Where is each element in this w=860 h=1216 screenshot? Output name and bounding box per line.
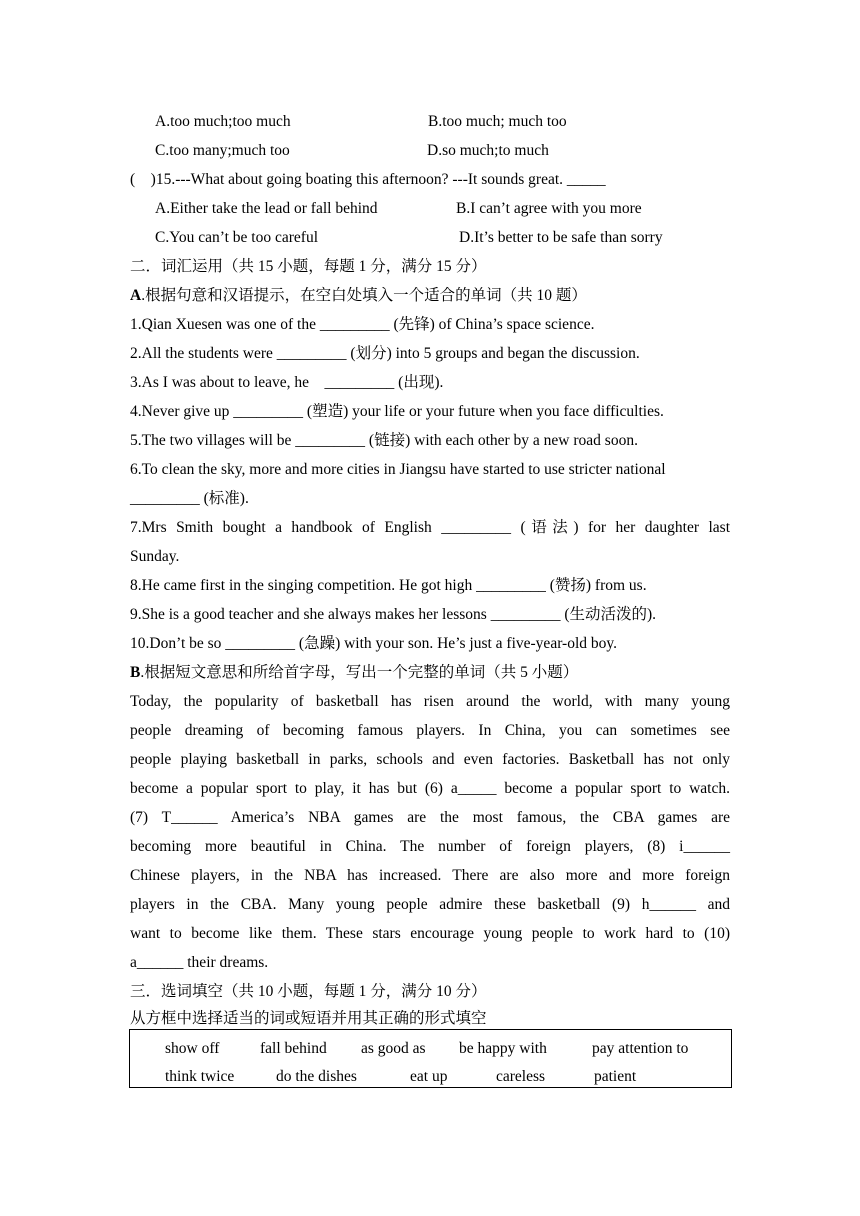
word-bank-item: do the dishes <box>276 1068 357 1085</box>
word-bank-item: fall behind <box>260 1040 327 1057</box>
word-bank-box <box>129 1029 732 1088</box>
section3-instruction: 从方框中选择适当的词或短语并用其正确的形式填空 <box>130 1010 487 1027</box>
word-bank-item: think twice <box>165 1068 235 1085</box>
passage-line-5: (7) T______ America’s NBA games are the most famous, the CBA games are <box>130 809 730 826</box>
q14-option-b: B.too much; much too <box>428 113 567 130</box>
passage-line-10: a______ their dreams. <box>130 954 269 971</box>
vocab-q6-line1: 6.To clean the sky, more and more cities in Jiangsu have started to use stricter national <box>130 461 666 478</box>
part-a-letter: A <box>130 287 142 304</box>
q15-option-d: D.It’s better to be safe than sorry <box>459 229 663 246</box>
word-bank-item: as good as <box>361 1040 426 1057</box>
word-bank-item: show off <box>165 1040 220 1057</box>
vocab-q6-line2: _________ (标准). <box>130 490 249 507</box>
vocab-q4: 4.Never give up _________ (塑造) your life or your future when you face difficulties. <box>130 403 664 420</box>
vocab-q7-line1: 7.Mrs Smith bought a handbook of English _________ (语法) for her daughter last <box>130 519 730 536</box>
word-bank-item: be happy with <box>459 1040 547 1057</box>
q15-option-a: A.Either take the lead or fall behind <box>155 200 378 217</box>
q15-stem: ( )15.---What about going boating this afternoon? ---It sounds great. _____ <box>130 171 606 188</box>
vocab-q8: 8.He came first in the singing competition. He got high _________ (赞扬) from us. <box>130 577 647 594</box>
passage-line-4: become a popular sport to play, it has but (6) a_____ become a popular sport to watch. <box>130 780 730 797</box>
passage-line-7: Chinese players, in the NBA has increased. There are also more and more foreign <box>130 867 730 884</box>
q14-option-d: D.so much;to much <box>427 142 549 159</box>
vocab-q3: 3.As I was about to leave, he _________ (出现). <box>130 374 444 391</box>
word-bank-item: pay attention to <box>592 1040 689 1057</box>
word-bank-item: careless <box>496 1068 546 1085</box>
vocab-q9: 9.She is a good teacher and she always makes her lessons _________ (生动活泼的). <box>130 606 657 623</box>
passage-line-1: Today, the popularity of basketball has risen around the world, with many young <box>130 693 730 710</box>
passage-line-9: want to become like them. These stars encourage young people to work hard to (10) <box>130 925 730 942</box>
part-a-instruction <box>130 286 587 306</box>
q14-option-a: A.too much;too much <box>155 113 291 130</box>
part-a-instruction-text: .根据句意和汉语提示，在空白处填入一个适合的单词（共 10 题） <box>141 287 587 304</box>
passage-line-3: people playing basketball in parks, schools and even factories. Basketball has not only <box>130 751 730 768</box>
passage-line-8: players in the CBA. Many young people admire these basketball (9) h______ and <box>130 896 730 913</box>
word-bank-item: eat up <box>410 1068 448 1085</box>
vocab-q5: 5.The two villages will be _________ (链接) with each other by a new road soon. <box>130 432 638 449</box>
passage-line-6: becoming more beautiful in China. The number of foreign players, (8) i______ <box>130 838 730 855</box>
part-b-letter: B <box>130 664 141 681</box>
vocab-q7-line2: Sunday. <box>130 548 180 565</box>
section3-heading: 三．选词填空（共 10 小题，每题 1 分，满分 10 分） <box>130 983 487 1000</box>
vocab-q10: 10.Don’t be so _________ (急躁) with your son. He’s just a five-year-old boy. <box>130 635 618 652</box>
q14-option-c: C.too many;much too <box>155 142 290 159</box>
vocab-q2: 2.All the students were _________ (划分) into 5 groups and began the discussion. <box>130 345 640 362</box>
part-b-instruction-text: .根据短文意思和所给首字母，写出一个完整的单词（共 5 小题） <box>140 664 579 681</box>
part-b-instruction <box>130 663 578 683</box>
passage-line-2: people dreaming of becoming famous players. In China, you can sometimes see <box>130 722 730 739</box>
section2-heading: 二．词汇运用（共 15 小题，每题 1 分，满分 15 分） <box>130 258 487 275</box>
q15-option-b: B.I can’t agree with you more <box>456 200 642 217</box>
word-bank-item: patient <box>594 1068 637 1085</box>
q15-option-c: C.You can’t be too careful <box>155 229 319 246</box>
vocab-q1: 1.Qian Xuesen was one of the _________ (先锋) of China’s space science. <box>130 316 595 333</box>
